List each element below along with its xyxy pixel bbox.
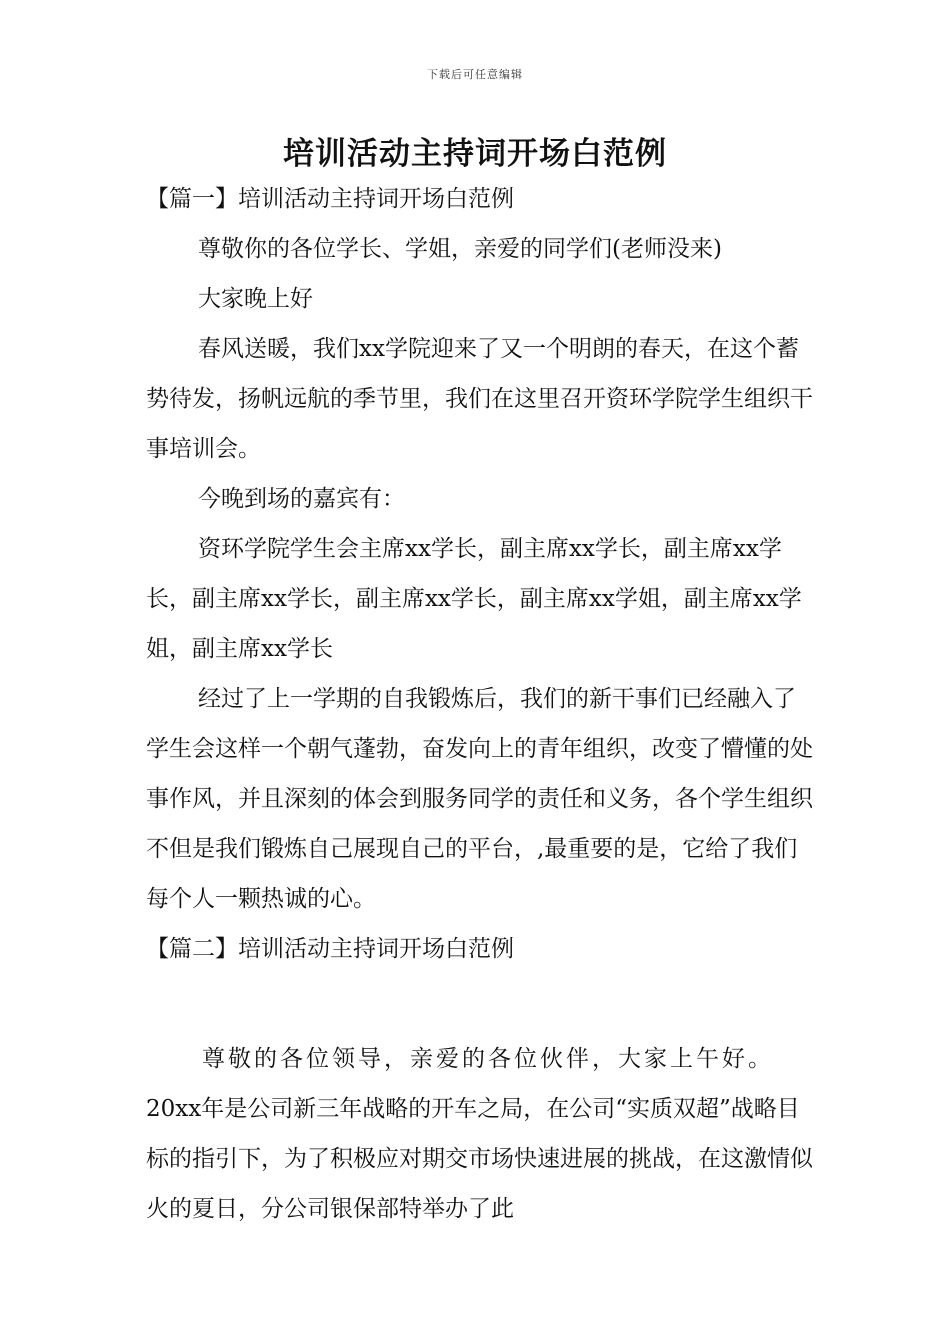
header-note: 下载后可任意编辑 [427, 68, 523, 81]
paragraph-greeting: 尊敬你的各位学长、学姐，亲爱的同学们(老师没来) [198, 236, 722, 262]
section-heading-1: 【篇一】培训活动主持词开场白范例 [146, 186, 514, 212]
paragraph-good-evening: 大家晚上好 [198, 286, 313, 312]
spacer [146, 974, 814, 1034]
section-heading-2: 【篇二】培训活动主持词开场白范例 [146, 936, 514, 962]
paragraph-guests-list: 资环学院学生会主席xx学长，副主席xx学长，副主席xx学长，副主席xx学长，副主席xx学长，副主席xx学姐，副主席xx学姐，副主席xx学长 [146, 536, 802, 662]
paragraph-training: 经过了上一学期的自我锻炼后，我们的新干事们已经融入了学生会这样一个朝气蓬勃，奋发向上的青年组织，改变了懵懂的处事作风，并且深刻的体会到服务同学的责任和义务，各个学生组织不但是我们锻炼自己展现自己的平台，,最重要的是，它给了我们每个人一颗热诚的心。 [146, 686, 813, 912]
document-body [146, 174, 814, 1234]
paragraph-guests-intro: 今晚到场的嘉宾有： [198, 486, 405, 512]
paragraph-strategy: 20xx年是公司新三年战略的开车之局，在公司“实质双超”战略目标的指引下，为了积极应对期交市场快速进展的挑战，在这激情似火的夏日，分公司银保部特举办了此 [146, 1096, 813, 1222]
paragraph-spring: 春风送暖，我们xx学院迎来了又一个明朗的春天，在这个蓄势待发，扬帆远航的季节里，我们在这里召开资环学院学生组织干事培训会。 [146, 336, 813, 462]
document-title: 培训活动主持词开场白范例 [283, 136, 667, 172]
paragraph-leaders-greeting: 尊敬的各位领导，亲爱的各位伙伴，大家上午好。 [202, 1046, 774, 1072]
